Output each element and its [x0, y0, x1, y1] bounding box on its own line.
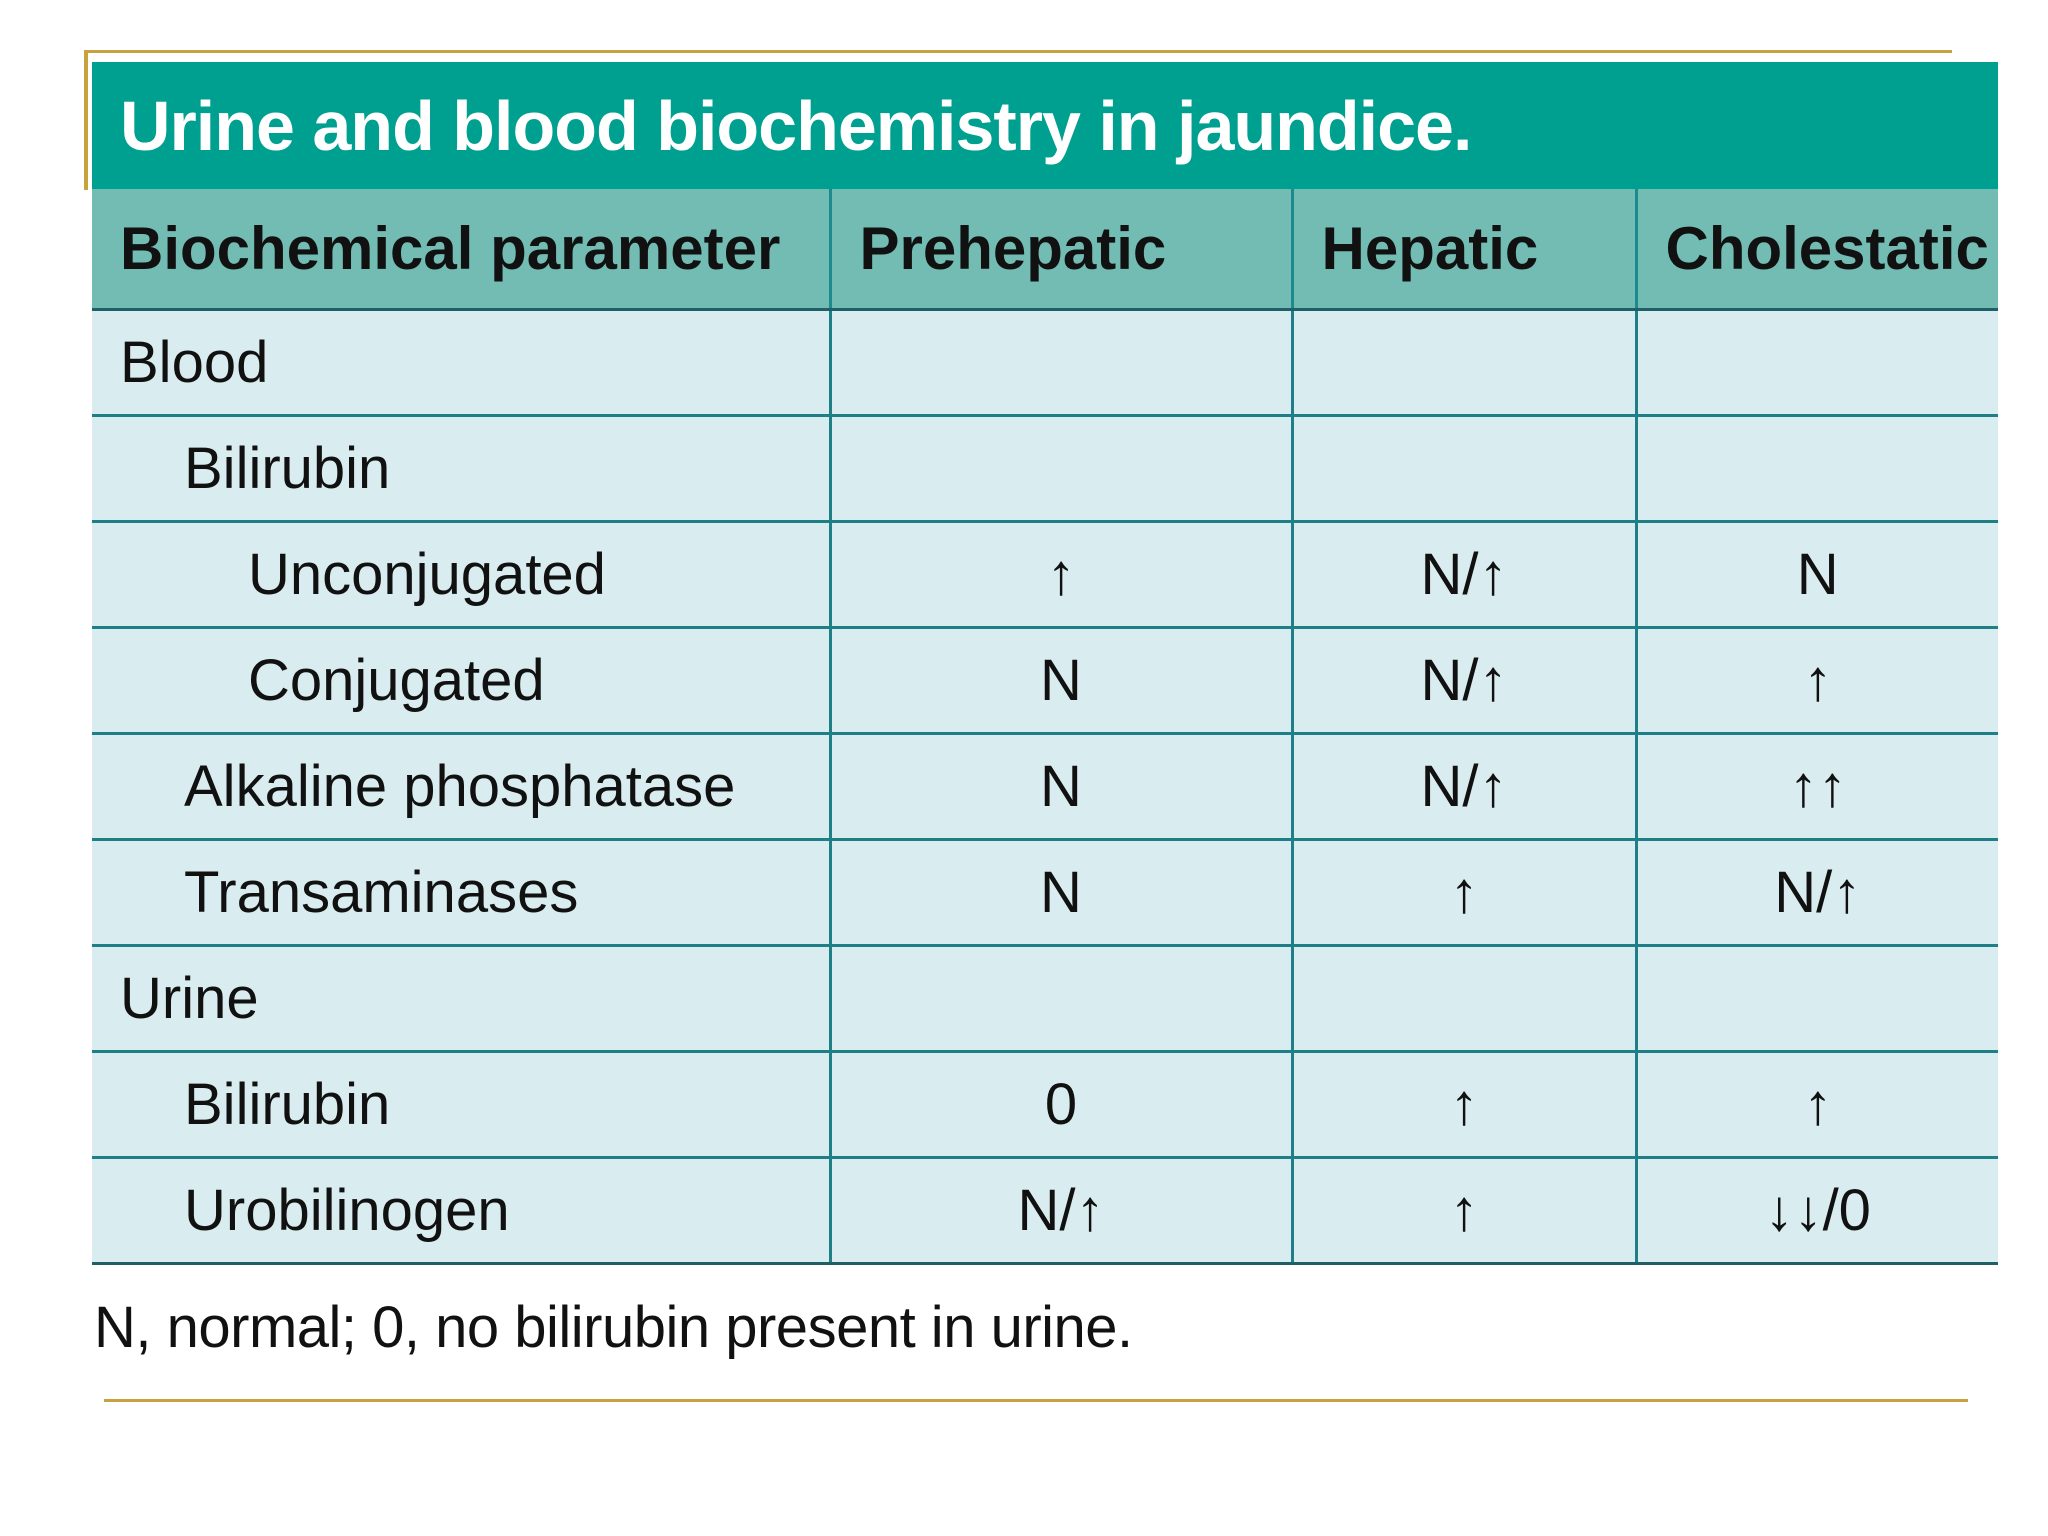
cell-cholestatic: ↑ [1636, 1051, 1998, 1157]
cell-hepatic [1292, 309, 1636, 415]
cell-cholestatic: N [1636, 521, 1998, 627]
cell-hepatic: N/↑ [1292, 627, 1636, 733]
table-row [92, 415, 1998, 521]
column-header-parameter: Biochemical parameter [92, 189, 830, 309]
decorative-bottom-rule [104, 1399, 1968, 1402]
cell-prehepatic: ↑ [830, 521, 1292, 627]
cell-hepatic: ↑ [1292, 1051, 1636, 1157]
column-header-prehepatic: Prehepatic [830, 189, 1292, 309]
cell-cholestatic: ↓↓/0 [1636, 1157, 1998, 1263]
row-label: Conjugated [92, 627, 830, 733]
header-row [92, 189, 1998, 309]
cell-cholestatic [1636, 415, 1998, 521]
cell-prehepatic [830, 415, 1292, 521]
cell-hepatic [1292, 945, 1636, 1051]
table-title-bar [92, 62, 1998, 189]
decorative-left-rule [84, 50, 88, 190]
cell-prehepatic [830, 309, 1292, 415]
table-row [92, 733, 1998, 839]
table-row [92, 945, 1998, 1051]
row-label: Urine [92, 945, 830, 1051]
row-label: Alkaline phosphatase [92, 733, 830, 839]
column-header-cholestatic: Cholestatic [1636, 189, 1998, 309]
cell-cholestatic: ↑↑ [1636, 733, 1998, 839]
cell-hepatic: N/↑ [1292, 733, 1636, 839]
row-label: Bilirubin [92, 415, 830, 521]
cell-prehepatic: N [830, 839, 1292, 945]
biochemistry-table [92, 189, 1998, 1265]
cell-hepatic: ↑ [1292, 1157, 1636, 1263]
table-row [92, 627, 1998, 733]
column-header-hepatic: Hepatic [1292, 189, 1636, 309]
table-title: Urine and blood biochemistry in jaundice. [120, 86, 1472, 165]
cell-hepatic [1292, 415, 1636, 521]
table-footnote: N, normal; 0, no bilirubin present in urine. [94, 1295, 1133, 1360]
cell-prehepatic: N [830, 733, 1292, 839]
cell-prehepatic: 0 [830, 1051, 1292, 1157]
decorative-top-rule [84, 50, 1952, 53]
table-row [92, 309, 1998, 415]
cell-cholestatic [1636, 309, 1998, 415]
row-label: Bilirubin [92, 1051, 830, 1157]
cell-cholestatic [1636, 945, 1998, 1051]
table-row [92, 1051, 1998, 1157]
cell-hepatic: N/↑ [1292, 521, 1636, 627]
row-label: Blood [92, 309, 830, 415]
cell-prehepatic [830, 945, 1292, 1051]
cell-cholestatic: N/↑ [1636, 839, 1998, 945]
table-row [92, 839, 1998, 945]
table-row [92, 521, 1998, 627]
cell-prehepatic: N [830, 627, 1292, 733]
table-row [92, 1157, 1998, 1263]
cell-prehepatic: N/↑ [830, 1157, 1292, 1263]
row-label: Unconjugated [92, 521, 830, 627]
table-panel [92, 62, 1998, 1265]
row-label: Urobilinogen [92, 1157, 830, 1263]
cell-cholestatic: ↑ [1636, 627, 1998, 733]
row-label: Transaminases [92, 839, 830, 945]
cell-hepatic: ↑ [1292, 839, 1636, 945]
